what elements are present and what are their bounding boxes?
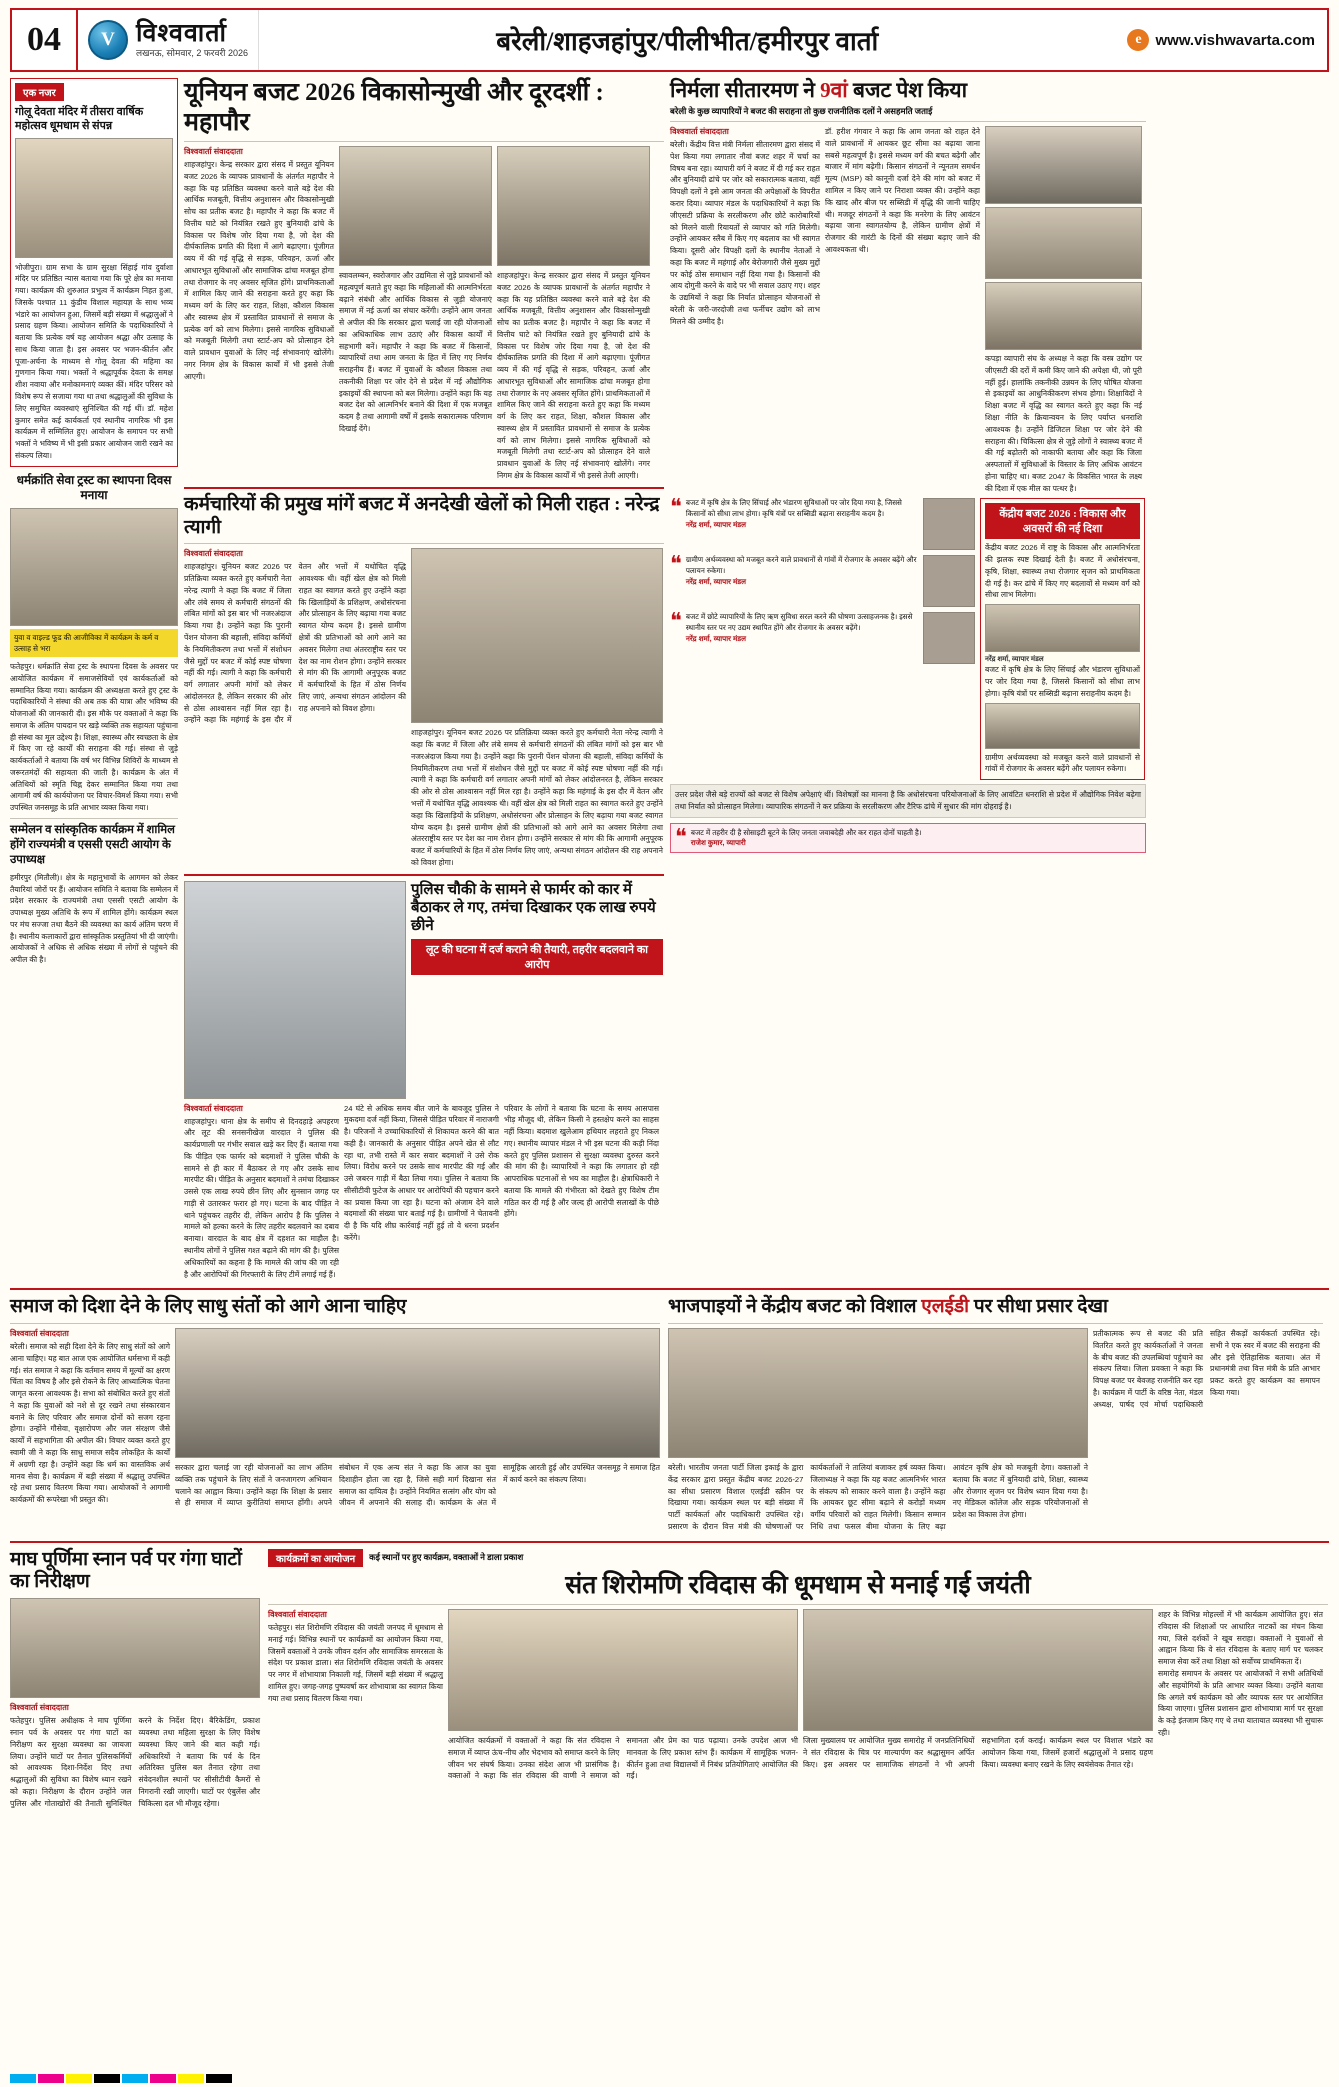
website-link[interactable] (1115, 10, 1327, 70)
kendriya-body-2: बजट में कृषि क्षेत्र के लिए सिंचाई और भंडारण सुविधाओं पर जोर दिया गया है, जिससे किसानों को सीधा लाभ होगा। कृषि यंत्रों पर सब्सिडी बढ़ाना सराहनीय कदम है। (985, 665, 1140, 698)
crime-scene-photo (184, 881, 406, 1099)
lead-headline: यूनियन बजट 2026 विकासोन्मुखी और दूरदर्शी : महापौर (184, 79, 604, 136)
sadhu-photo (175, 1328, 660, 1458)
budget-body-2: डॉ. हरीश गंगवार ने कहा कि आम जनता को राहत देने वाले प्रावधानों में आयकर छूट सीमा का बढ़ाया जाना सबसे महत्वपूर्ण है। इससे मध्यम वर्ग की बचत बढ़ेगी और बाजार में मांग बढ़ेगी। किसान संगठनों ने न्यूनतम समर्थन मूल्य (MSP) को कानूनी दर्जा देने की मांग को बजट में शामिल न किए जाने पर निराशा व्यक्त की। उन्होंने कहा कि खाद और बीज पर सब्सिडी में वृद्धि की जानी चाहिए थी। मजदूर संगठनों ने कहा कि मनरेगा के लिए आवंटन बढ़ाया जाना स्वागतयोग्य है, लेकिन ग्रामीण क्षेत्रों में रोजगार की गारंटी के दिनों की संख्या बढ़ाए जाने की आवश्यकता थी। (825, 127, 980, 254)
quote-avatar (923, 612, 975, 664)
budget-headline (670, 78, 1146, 103)
cmyk-swatch (66, 2074, 92, 2083)
quote-avatar (923, 555, 975, 607)
kendriya-photo-1 (985, 604, 1140, 652)
bjp-headline (668, 1296, 1323, 1319)
section-two (10, 1296, 1329, 1532)
budget-headline-number: 9वां (820, 78, 848, 102)
police-subband: लूट की घटना में दर्ज कराने की तैयारी, तहरीर बदलवाने का आरोप (411, 939, 663, 975)
ganga-headline: माघ पूर्णिमा स्नान पर्व पर गंगा घाटों का निरीक्षण (10, 1548, 242, 1593)
bjp-headline-part1: भाजपाइयों ने केंद्रीय बजट को विशाल (668, 1296, 917, 1318)
cmyk-swatch (38, 2074, 64, 2083)
budget-photo-3 (985, 282, 1142, 350)
column-right (670, 78, 1146, 1280)
grey-note-text: उत्तर प्रदेश जैसे बड़े राज्यों को बजट से विशेष अपेक्षाएं थीं। विशेषज्ञों का मानना है कि अधोसंरचना परियोजनाओं के लिए आवंटित धनराशि से प्रदेश में औद्योगिक निवेश बढ़ेगा तथा निर्यात को प्रोत्साहन मिलेगा। व्यापारिक संगठनों ने कर प्रक्रिया के सरलीकरण और टैरिफ ढांचे में सुधार की मांग दोहराई है। (675, 790, 1141, 811)
cmyk-registration-bar (10, 2074, 232, 2083)
lead-body-3: शाहजहांपुर। केन्द्र सरकार द्वारा संसद में प्रस्तुत यूनियन बजट 2026 के व्यापक प्रावधानों के अंतर्गत महापौर ने कहा कि यह प्रतिष्ठित व्यवस्था करने वाले बड़े देश की आर्थिक मजबूती, वित्तीय अनुशासन और विकासोन्मुखी सोच का प्रतीक बजट है। महापौर ने कहा कि बजट में वित्तीय घाटे को नियंत्रित रखते हुए बुनियादी ढांचे के विकास पर विशेष जोर दिया गया है, जो देश की दीर्घकालिक प्रगति की दिशा में आगे बढ़ाएगा। पूंजीगत व्यय में की गई वृद्धि से सड़क, परिवहन, ऊर्जा और आधारभूत सुविधाओं और सामाजिक ढांचा मजबूत होगा तथा रोजगार के नए अवसर सृजित होंगे। प्राथमिकताओं में शामिल किए जाने की सराहना करते हुए कहा कि मध्यम वर्ग के लिए कर राहत, शिक्षा, कौशल विकास और स्वास्थ्य क्षेत्र में प्रस्तावित प्रावधानों से समाज के प्रत्येक वर्ग को लाभ मिलेगा। इससे नागरिक सुविधाओं को मजबूती मिलेगी तथा स्टार्ट-अप को प्रोत्साहन देने वाले प्रावधान युवाओं के लिए नई संभावनाएं खोलेंगे। नगर निगम क्षेत्र के विकास कार्यों में भी इससे तेजी आएगी। (497, 271, 650, 481)
program-tag: कार्यक्रमों का आयोजन (268, 1549, 363, 1567)
story-photo (411, 548, 663, 723)
bjp-headline-part2: पर सीधा प्रसार देखा (973, 1296, 1108, 1318)
logo (78, 10, 259, 70)
quote-block (670, 608, 975, 664)
byline: विश्ववार्ता संवाददाता (184, 549, 243, 559)
column-left (10, 78, 178, 1280)
ravidas-body-3: जिला मुख्यालय पर आयोजित मुख्य समारोह में जनप्रतिनिधियों ने संत रविदास के चित्र पर माल्यार्पण कर श्रद्धासुमन अर्पित किए। इस अवसर पर सामाजिक संगठनों ने भी अपनी सहभागिता दर्ज कराई। कार्यक्रम स्थल पर विशाल भंडारे का आयोजन किया गया, जिसमें हजारों श्रद्धालुओं ने प्रसाद ग्रहण किया। व्यवस्था बनाए रखने के लिए स्वयंसेवक तैनात रहे। (803, 1736, 1153, 1769)
logo-title: विश्ववार्ता (136, 20, 228, 48)
quote-icon: ❝ (670, 494, 682, 520)
ravidas-photo-2 (803, 1609, 1153, 1731)
ganga-body: फतेहपुर। पुलिस अधीक्षक ने माघ पूर्णिमा स्नान पर्व के अवसर पर गंगा घाटों का निरीक्षण कर सुरक्षा व्यवस्था का जायजा लिया। उन्होंने घाटों पर तैनात पुलिसकर्मियों को आवश्यक दिशा-निर्देश दिए तथा श्रद्धालुओं की सुविधा का विशेष ध्यान रखने को कहा। निरीक्षण के दौरान उन्होंने जल पुलिस और गोताखोरों की तैनाती सुनिश्चित करने के निर्देश दिए। बैरिकेडिंग, प्रकाश व्यवस्था तथा महिला सुरक्षा के लिए विशेष व्यवस्था किए जाने की बात कही गई। अधिकारियों ने बताया कि पर्व के दिन अतिरिक्त पुलिस बल तैनात रहेगा तथा संवेदनशील स्थानों पर सीसीटीवी कैमरों से निगरानी रखी जाएगी। घाटों पर एंबुलेंस और चिकित्सा दल भी मौजूद रहेगा। (10, 1716, 260, 1808)
logo-subtitle: लखनऊ, सोमवार, 2 फरवरी 2026 (136, 48, 249, 59)
story-body: भोजीपुरा। ग्राम सभा के ग्राम सुरक्षा सिंहाई गांव दुर्वाशा मंदिर पर प्रतिष्ठित न्यास बताया गया कि पूरे क्षेत्र का मनाया गया। कार्यक्रम की शुरुआत प्रभुत्व र्ने कार्यक्रम निहत हुआ, जिसके पश्चात 11 कुंडीय विशाल महायज्ञ के साथ भव्य भंडारे का आयोजन हुआ, जिसमें बड़ी संख्या में श्रद्धालुओं ने प्रसाद ग्रहण किया। आयोजन समिति के पदाधिकारियों ने बताया कि प्रत्येक वर्ष यह आयोजन श्रद्धा और उत्साह के साथ किया जाता है। इस अवसर पर भजन-कीर्तन और पूजा-अर्चना के माध्यम से गोलू देवता की महिमा का गुणगान किया गया। भक्तों ने श्रद्धापूर्वक देवता के समक्ष शीश नवाया और मनोकामनाएं व्यक्त कीं। मंदिर परिसर को विशेष रूप से सजाया गया था तथा श्रद्धालुओं की सुविधा के लिए समुचित व्यवस्थाएं सुनिश्चित की गई थीं। डॉ. महेश कुमार समेत कई कार्यकर्ता एवं स्थानीय नागरिक भी इस कार्यक्रम में सम्मिलित हुए। आयोजन के समापन पर सभी भक्तों ने भविष्य में भी इसी प्रकार आयोजन जारी रखने का संकल्प लिया। (15, 262, 173, 460)
police-body-3: परिवार के लोगों ने बताया कि घटना के समय आसपास भीड़ मौजूद थी, लेकिन किसी ने हस्तक्षेप करने का साहस नहीं किया। बदमाश खुलेआम हथियार लहराते हुए निकल गए। स्थानीय व्यापार मंडल ने भी इस घटना की कड़ी निंदा करते हुए पुलिस प्रशासन से सुरक्षा व्यवस्था दुरुस्त करने की मांग की है। व्यापारियों ने कहा कि लगातार हो रही आपराधिक घटनाओं से भय का माहौल है। क्षेत्राधिकारी ने बताया कि मामले की गंभीरता को देखते हुए विशेष टीम गठित कर दी गई है और जल्द ही आरोपी सलाखों के पीछे होंगे। (504, 1103, 659, 1219)
sadhu-headline: समाज को दिशा देने के लिए साधु संतों को आगे आना चाहिए (10, 1296, 407, 1318)
budget-headline-part1: निर्मला सीतारमण ने (670, 78, 815, 102)
quote-block (670, 494, 975, 550)
cmyk-swatch (94, 2074, 120, 2083)
ravidas-body-4: शहर के विभिन्न मोहल्लों में भी कार्यक्रम आयोजित हुए। संत रविदास की शिक्षाओं पर आधारित नाटकों का मंचन किया गया, जिसे दर्शकों ने खूब सराहा। वक्ताओं ने युवाओं से आह्वान किया कि वे संत रविदास के बताए मार्ग पर चलकर समाज सेवा करें तथा शिक्षा को सर्वोच्च प्राथमिकता दें। (1158, 1610, 1323, 1667)
quote-author: नरेंद्र शर्मा, व्यापार मंडल (685, 633, 747, 643)
pink-quote-box (670, 823, 1146, 854)
ravidas-body-2: आयोजित कार्यक्रमों में वक्ताओं ने कहा कि संत रविदास ने समाज में व्याप्त ऊंच-नीच और भेदभाव को समाप्त करने के लिए जीवन भर संघर्ष किया। उनका संदेश आज भी प्रासंगिक है। वक्ताओं ने कहा कि संत रविदास की वाणी ने समाज को समानता और प्रेम का पाठ पढ़ाया। उनके उपदेश आज भी मानवता के लिए प्रकाश स्तंभ हैं। कार्यक्रम में सामूहिक भजन-कीर्तन हुआ तथा विद्यालयों में निबंध प्रतियोगिताएं आयोजित की गईं। (448, 1736, 798, 1781)
byline: विश्ववार्ता संवाददाता (184, 147, 243, 156)
police-body: शाहजहांपुर। थाना क्षेत्र के समीप से दिनदहाड़े अपहरण और लूट की सनसनीखेज वारदात ने पुलिस की कार्यप्रणाली पर गंभीर सवाल खड़े कर दिए हैं। बताया गया कि पीड़ित एक फार्मर को बदमाशों ने पुलिस चौकी के सामने से ही कार में बैठाकर ले गए और उसके साथ मारपीट की। पीड़ित के अनुसार बदमाशों ने तमंचा दिखाकर उससे एक लाख रुपये छीन लिए और सुनसान जगह पर गाड़ी से उतारकर फरार हो गए। घटना के बाद पीड़ित ने थाने पहुंचकर तहरीर दी, लेकिन आरोप है कि पुलिस ने मामले को हल्का करने के लिए तहरीर बदलवाने का दबाव बनाया। वारदात के बाद क्षेत्र में दहशत का माहौल है। स्थानीय लोगों ने पुलिस गश्त बढ़ाने की मांग की है। पुलिस अधिकारियों का कहना है कि मामले की जांच की जा रही है और आरोपियों की गिरफ्तारी के लिए टीमें लगाई गई हैं। (184, 1116, 339, 1279)
masthead (10, 8, 1329, 72)
quote-text: ग्रामीण अर्थव्यवस्था को मजबूत करने वाले प्रावधानों से गांवों में रोजगार के अवसर बढ़ेंगे और पलायन रुकेगा। (685, 555, 917, 576)
pink-quote-author: राजेश कुमार, व्यापारी (690, 838, 746, 848)
quote-block (670, 551, 975, 607)
budget-subhead: बरेली के कुछ व्यापारियों ने बजट की सराहना तो कुछ राजनीतिक दलों ने असहमति जताई (670, 106, 933, 117)
lead-body-2: स्वावलम्बन, स्वरोजगार और उद्यमिता से जुड़े प्रावधानों को महत्वपूर्ण बताते हुए कहा कि महिलाओं की आत्मनिर्भरता बढ़ाने संबंधी और आर्थिक विकास से जुड़ी योजनाएं समाज में नई ऊर्जा का संचार करेंगी। उन्होंने आम जनता से अपील की कि सरकार द्वारा चलाई जा रही योजनाओं का अधिकाधिक लाभ उठाएं और विकास कार्यों में सहभागी बनें। महापौर ने कहा कि बजट में किसानों, व्यापारियों तथा आम जनता के हित में लिए गए निर्णय सराहनीय हैं। बजट में युवाओं के कौशल विकास तथा तकनीकी शिक्षा पर जोर देने से प्रदेश में नई औद्योगिक इकाइयों की स्थापना को बल मिलेगा। उन्होंने कहा कि यह बजट देश को आत्मनिर्भर बनाने की दिशा में एक मजबूत कदम है तथा आगामी वर्षों में इसके सकारात्मक परिणाम दिखाई देंगे। (339, 271, 492, 433)
police-body-2: 24 घंटे से अधिक समय बीत जाने के बावजूद पुलिस ने मुकदमा दर्ज नहीं किया, जिससे पीड़ित परिवार में नाराजगी है। परिजनों ने उच्चाधिकारियों से शिकायत करने की बात कही है। जानकारी के अनुसार पीड़ित अपने खेत से लौट रहा था, तभी रास्ते में कार सवार बदमाशों ने उसे रोक लिया। विरोध करने पर उसके साथ मारपीट की गई और उसे जबरन गाड़ी में बैठा लिया गया। पुलिस ने बताया कि सीसीटीवी फुटेज के आधार पर आरोपियों की पहचान करने का प्रयास किया जा रहा है। घटना को अंजाम देने वाले बदमाशों की संख्या चार बताई गई है। ग्रामीणों ने चेतावनी दी है कि यदि शीघ्र कार्रवाई नहीं हुई तो वे धरना प्रदर्शन करेंगे। (344, 1103, 499, 1242)
lead-photo (339, 146, 492, 266)
budget-headline-part2: बजट पेश किया (852, 78, 968, 102)
story-headline: धर्मक्रांति सेवा ट्रस्ट का स्थापना दिवस मनाया (16, 472, 172, 503)
lead-body: शाहजहांपुर। केन्द्र सरकार द्वारा संसद में प्रस्तुत यूनियन बजट 2026 के व्यापक प्रावधानों के अंतर्गत महापौर ने कहा कि यह प्रतिष्ठित व्यवस्था करने वाले बड़े देश की आर्थिक मजबूती, वित्तीय अनुशासन और विकासोन्मुखी सोच का प्रतीक बजट है। महापौर ने कहा कि बजट में वित्तीय घाटे को नियंत्रित रखते हुए बुनियादी ढांचे के विकास पर विशेष जोर दिया गया है, जो देश की दीर्घकालिक प्रगति की दिशा में आगे बढ़ाएगा। पूंजीगत व्यय में की गई वृद्धि से सड़क, परिवहन, ऊर्जा और आधारभूत सुविधाओं और सामाजिक ढांचा मजबूत होगा तथा रोजगार के नए अवसर सृजित होंगे। प्राथमिकताओं में शामिल किए जाने की सराहना करते हुए कहा कि मध्यम वर्ग के लिए कर राहत, शिक्षा, कौशल विकास और स्वास्थ्य क्षेत्र में प्रस्तावित प्रावधानों से समाज के प्रत्येक वर्ग को लाभ मिलेगा। इससे नागरिक सुविधाओं को मजबूती मिलेगी तथा स्टार्ट-अप को प्रोत्साहन देने वाले प्रावधान युवाओं के लिए नई संभावनाएं खोलेंगे। नगर निगम क्षेत्र के विकास कार्यों में भी इससे तेजी आएगी। (184, 160, 334, 381)
page-number: 04 (12, 10, 78, 70)
budget-body-3: कपड़ा व्यापारी संघ के अध्यक्ष ने कहा कि वस्त्र उद्योग पर जीएसटी की दरों में कमी किए जाने की अपेक्षा थी, जो पूरी नहीं हुई। हालांकि तकनीकी उन्नयन के लिए घोषित योजना से इकाइयों का आधुनिकीकरण संभव होगा। शिक्षाविदों ने शिक्षा बजट में वृद्धि का स्वागत करते हुए कहा कि नई शिक्षा नीति के क्रियान्वयन के लिए पर्याप्त धनराशि आवश्यक है। उन्होंने डिजिटल शिक्षा पर जोर देने की सराहना की। चिकित्सा क्षेत्र से जुड़े लोगों ने स्वास्थ्य बजट में की गई बढ़ोतरी को नाकाफी बताया और कहा कि जिला अस्पतालों में सुविधाओं के विस्तार के लिए अधिक आवंटन होना चाहिए था। बजट 2047 के विकसित भारत के लक्ष्य की दिशा में एक मील का पत्थर है। (985, 354, 1142, 493)
bjp-headline-led: एलईडी (921, 1296, 970, 1318)
kendriya-sig-1: नरेंद्र शर्मा, व्यापार मंडल (985, 656, 1044, 664)
bjp-photo (668, 1328, 1088, 1458)
sadhu-body-2: सरकार द्वारा चलाई जा रही योजनाओं का लाभ अंतिम व्यक्ति तक पहुंचाने के लिए संतों ने जनजागरण अभियान चलाने का आह्वान किया। उन्होंने कहा कि शिक्षा के प्रसार से ही समाज में व्याप्त कुरीतियां समाप्त होंगी। अपने संबोधन में एक अन्य संत ने कहा कि आज का युवा दिशाहीन होता जा रहा है, जिसे सही मार्ग दिखाना संत समाज का दायित्व है। उन्होंने नियमित सत्संग और योग को जीवन में अपनाने की सलाह दी। कार्यक्रम के अंत में सामूहिक आरती हुई और उपस्थित जनसमूह ने समाज हित में कार्य करने का संकल्प लिया। (175, 1463, 660, 1508)
cmyk-swatch (150, 2074, 176, 2083)
byline: विश्ववार्ता संवाददाता (10, 1329, 69, 1339)
ravidas-headline: संत शिरोमणि रविदास की धूमधाम से मनाई गई जयंती (565, 1571, 1031, 1599)
story-headline: गोलू देवता मंदिर में तीसरा वार्षिक महोत्सव धूमधाम से संपन्न (15, 106, 144, 133)
kendriya-body-3: ग्रामीण अर्थव्यवस्था को मजबूत करने वाले प्रावधानों से गांवों में रोजगार के अवसर बढ़ेंगे और पलायन रुकेगा। (985, 752, 1140, 774)
story-body: फतेहपुर। धर्मक्रांति सेवा ट्रस्ट के स्थापना दिवस के अवसर पर आयोजित कार्यक्रम में समाजसेवियों एवं कार्यकर्ताओं को सम्मानित किया गया। कार्यक्रम की अध्यक्षता करते हुए ट्रस्ट के पदाधिकारियों ने संस्था की अब तक की यात्रा और भविष्य की योजनाओं की जानकारी दी। इस मौके पर वक्ताओं ने कहा कि समाज के अंतिम पायदान पर खड़े व्यक्ति तक सहायता पहुंचाना ही संस्था का मूल उद्देश्य है। शिक्षा, स्वास्थ्य और स्वच्छता के क्षेत्र में किए जा रहे कार्यों की सराहना की गई। संस्था से जुड़े कार्यकर्ताओं ने बताया कि वर्ष भर विभिन्न शिविरों के माध्यम से जरूरतमंदों की सहायता की जाती है। कार्यक्रम के अंत में अतिथियों को स्मृति चिह्न देकर सम्मानित किया गया तथा आगामी वर्ष की कार्ययोजना पर विचार-विमर्श किया गया। सभी उपस्थित जनसमूह के प्रति आभार व्यक्त किया गया। (10, 662, 178, 813)
quote-icon: ❝ (670, 551, 682, 577)
story-photo (10, 508, 178, 626)
kendriya-photo-2 (985, 703, 1140, 749)
grey-note-box (670, 784, 1146, 818)
ravidas-body: फतेहपुर। संत शिरोमणि रविदास की जयंती जनपद में धूमधाम से मनाई गई। विभिन्न स्थानों पर कार्यक्रमों का आयोजन किया गया, जिसमें वक्ताओं ने उनके जीवन दर्शन और सामाजिक समरसता के संदेश पर प्रकाश डाला। संत शिरोमणि रविदास जयंती के अवसर पर नगर में शोभायात्रा निकाली गई, जिसमें बड़ी संख्या में श्रद्धालु शामिल हुए। जगह-जगह पुष्पवर्षा कर शोभायात्रा का स्वागत किया गया तथा प्रसाद वितरण किया गया। (268, 1623, 443, 1703)
story-headline: सम्मेलन व सांस्कृतिक कार्यक्रम में शामिल होंगे राज्यमंत्री व एससी एसटी आयोग के उपाध्यक्ष (10, 823, 175, 866)
kendriya-budget-box (980, 498, 1145, 780)
program-band-text: कई स्थानों पर हुए कार्यक्रम, वक्ताओं ने डाला प्रकाश (369, 1552, 524, 1563)
ravidas-photo-1 (448, 1609, 798, 1731)
photo-caption-band: युवा व वाइल्ड फूड की आजीविका में कार्यक्रम के कर्म व उत्साह से भरा (10, 629, 178, 657)
column-center (184, 78, 664, 1280)
quote-text: बजट में कृषि क्षेत्र के लिए सिंचाई और भंडारण सुविधाओं पर जोर दिया गया है, जिससे किसानों को सीधा लाभ होगा। कृषि यंत्रों पर सब्सिडी बढ़ाना सराहनीय कदम है। (685, 498, 902, 519)
quote-icon: ❝ (675, 823, 687, 849)
cmyk-swatch (178, 2074, 204, 2083)
police-headline: पुलिस चौकी के सामने से फार्मर को कार में बैठाकर ले गए, तमंचा दिखाकर एक लाख रुपये छीने (411, 881, 656, 934)
kendriya-body: केंद्रीय बजट 2026 में राष्ट्र के विकास और आत्मनिर्भरता की झलक स्पष्ट दिखाई देती है। बजट में अधोसंरचना, कृषि, शिक्षा, स्वास्थ्य तथा रोजगार सृजन को प्राथमिकता दी गई है। कर ढांचे में किए गए बदलावों से मध्यम वर्ग को सीधा लाभ मिलेगा। (985, 543, 1140, 600)
byline: विश्ववार्ता संवाददाता (184, 1103, 243, 1113)
quote-author: नरेंद्र शर्मा, व्यापार मंडल (685, 576, 747, 586)
cmyk-swatch (206, 2074, 232, 2083)
budget-photo-1 (985, 126, 1142, 204)
edition-title: बरेली/शाहजहांपुर/पीलीभीत/हमीरपुर वार्ता (496, 27, 879, 56)
story-body-2: शाहजहांपुर। यूनियन बजट 2026 पर प्रतिक्रिया व्यक्त करते हुए कर्मचारी नेता नरेन्द्र त्यागी ने कहा कि बजट में जिला और लंबे समय से कर्मचारी संगठनों की लंबित मांगों को इस बार भी नजरअंदाज किया गया है। उन्होंने कहा कि पुरानी पेंशन योजना की बहाली, संविदा कर्मियों के नियमितीकरण तथा भत्तों में संशोधन जैसे मुद्दों पर बजट में कोई स्पष्ट घोषणा नहीं की गई। त्यागी ने कहा कि कर्मचारी वर्ग लगातार अपनी मांगों को लेकर आंदोलनरत है, लेकिन सरकार की ओर से ठोस आश्वासन नहीं मिल रहा है। उन्होंने कहा कि महंगाई के इस दौर में वेतन और भत्तों में यथोचित वृद्धि आवश्यक थी। वहीं खेल क्षेत्र को मिली राहत का स्वागत करते हुए उन्होंने कहा कि खिलाड़ियों के प्रशिक्षण, अधोसंरचना और प्रोत्साहन के लिए बढ़ाया गया बजट स्वागत योग्य कदम है। इससे ग्रामीण क्षेत्रों की प्रतिभाओं को आगे आने का अवसर मिलेगा तथा अंतरराष्ट्रीय स्तर पर देश का नाम रोशन होगा। उन्होंने सरकार से मांग की कि आगामी अनुपूरक बजट में कर्मचारियों के हित में ठोस निर्णय लिए जाएं, अन्यथा संगठन आंदोलन की राह अपनाने को विवश होगा। (411, 728, 663, 867)
story-body: शाहजहांपुर। यूनियन बजट 2026 पर प्रतिक्रिया व्यक्त करते हुए कर्मचारी नेता नरेन्द्र त्यागी ने कहा कि बजट में जिला और लंबे समय से कर्मचारी संगठनों की लंबित मांगों को इस बार भी नजरअंदाज किया गया है। उन्होंने कहा कि पुरानी पेंशन योजना की बहाली, संविदा कर्मियों के नियमितीकरण तथा भत्तों में संशोधन जैसे मुद्दों पर बजट में कोई स्पष्ट घोषणा नहीं की गई। त्यागी ने कहा कि कर्मचारी वर्ग लगातार अपनी मांगों को लेकर आंदोलनरत है, लेकिन सरकार की ओर से ठोस आश्वासन नहीं मिल रहा है। उन्होंने कहा कि महंगाई के इस दौर में वेतन और भत्तों में यथोचित वृद्धि आवश्यक थी। वहीं खेल क्षेत्र को मिली राहत का स्वागत करते हुए उन्होंने कहा कि खिलाड़ियों के प्रशिक्षण, अधोसंरचना और प्रोत्साहन के लिए बढ़ाया गया बजट स्वागत योग्य कदम है। इससे ग्रामीण क्षेत्रों की प्रतिभाओं को आगे आने का अवसर मिलेगा तथा अंतरराष्ट्रीय स्तर पर देश का नाम रोशन होगा। उन्होंने सरकार से मांग की कि आगामी अनुपूरक बजट में कर्मचारियों के हित में ठोस निर्णय लिए जाएं, अन्यथा संगठन आंदोलन की राह अपनाने को विवश होगा। (184, 562, 406, 725)
section-tag: एक नजर (15, 83, 64, 101)
quote-author: नरेंद्र शर्मा, व्यापार मंडल (685, 519, 747, 529)
byline: विश्ववार्ता संवाददाता (670, 127, 729, 137)
kendriya-title: केंद्रीय बजट 2026 : विकास और अवसरों की नई दिशा (985, 503, 1140, 539)
quote-icon: ❝ (670, 608, 682, 634)
ganga-photo (10, 1598, 260, 1698)
cmyk-swatch (10, 2074, 36, 2083)
globe-link-icon: e (1127, 29, 1149, 51)
story-photo (15, 138, 173, 258)
ravidas-body-5: समारोह समापन के अवसर पर आयोजकों ने सभी अतिथियों और सहयोगियों के प्रति आभार व्यक्त किया। उन्होंने बताया कि अगले वर्ष कार्यक्रम को और व्यापक स्तर पर आयोजित किया जाएगा। पुलिस प्रशासन द्वारा शोभायात्रा मार्ग पर सुरक्षा के कड़े इंतजाम किए गए थे तथा यातायात व्यवस्था भी सुचारू रही। (1158, 1669, 1323, 1737)
quote-avatar (923, 498, 975, 550)
bjp-body: बरेली। भारतीय जनता पार्टी जिला इकाई के द्वारा केंद्र सरकार द्वारा प्रस्तुत केंद्रीय बजट 2026-27 का सीधा प्रसारण विशाल एलईडी स्क्रीन पर दिखाया गया। कार्यक्रम स्थल पर बड़ी संख्या में पार्टी कार्यकर्ता और पदाधिकारी उपस्थित रहे। प्रसारण के दौरान वित्त मंत्री की घोषणाओं पर कार्यकर्ताओं ने तालियां बजाकर हर्ष व्यक्त किया। जिलाध्यक्ष ने कहा कि यह बजट आत्मनिर्भर भारत के संकल्प को साकार करने वाला है। उन्होंने कहा कि आयकर छूट सीमा बढ़ाने से करोड़ों मध्यम वर्गीय परिवारों को राहत मिलेगी। किसान सम्मान निधि तथा फसल बीमा योजना के लिए बढ़ा आवंटन कृषि क्षेत्र को मजबूती देगा। वक्ताओं ने बताया कि बजट में बुनियादी ढांचे, शिक्षा, स्वास्थ्य और रोजगार सृजन पर विशेष ध्यान दिया गया है। नए मेडिकल कॉलेज और सड़क परियोजनाओं से प्रदेश का विकास तेज होगा। (668, 1463, 1088, 1531)
byline: विश्ववार्ता संवाददाता (268, 1610, 327, 1620)
byline: विश्ववार्ता संवाददाता (10, 1703, 69, 1713)
section-three (10, 1549, 1329, 1810)
story-body: हमीरपुर (मितौली)। क्षेत्र के महानुभावों के आगमन को लेकर तैयारियां जोरों पर हैं। आयोजन समिति ने बताया कि सम्मेलन में प्रदेश सरकार के राज्यमंत्री तथा एससी एसटी आयोग के उपाध्यक्ष मुख्य अतिथि के रूप में शामिल होंगे। कार्यक्रम स्थल पर मंच सज्जा तथा बैठने की व्यवस्था का कार्य अंतिम चरण में है। स्थानीय कलाकारों द्वारा सांस्कृतिक प्रस्तुतियां भी दी जाएंगी। आयोजकों ने अधिक से अधिक संख्या में लोगों से पहुंचने की अपील की है। (10, 872, 178, 965)
budget-body: बरेली। केंद्रीय वित्त मंत्री निर्मला सीतारमण द्वारा संसद में पेश किया गया लगातार नौवां बजट शहर में चर्चा का विषय बना रहा। व्यापारी वर्ग ने बजट में दी गई कर राहत और बुनियादी ढांचे पर जोर को सकारात्मक बताया, वहीं विपक्षी दलों ने इसे आम जनता की अपेक्षाओं के विपरीत करार दिया। व्यापार मंडल के पदाधिकारियों ने कहा कि जीएसटी प्रक्रिया के सरलीकरण और छोटे कारोबारियों को मिलने वाली रियायतों से व्यापार को गति मिलेगी। उन्होंने आयकर स्लैब में किए गए बदलाव का भी स्वागत किया। दूसरी ओर विपक्षी दलों के स्थानीय नेताओं ने कहा कि बजट में महंगाई और बेरोजगारी जैसे मुख्य मुद्दों पर कोई ठोस समाधान नहीं दिया गया है। किसानों की आय दोगुनी करने के वादे पर भी सवाल उठाए गए। शहर के उद्यमियों ने कहा कि निर्यात प्रोत्साहन योजनाओं से बरेली के जरी-जरदोजी तथा फर्नीचर उद्योग को लाभ मिलने की उम्मीद है। (670, 140, 820, 326)
story-headline: कर्मचारियों की प्रमुख मांगें बजट में अनदेखी खेलों को मिली राहत : नरेन्द्र त्यागी (184, 493, 660, 538)
pink-quote-text: बजट में तहरीर दी है सोसाइटी बूटने के लिए जनता जवाबदेही और कर राहत दोनों चाहती है। (690, 827, 922, 837)
globe-icon: V (88, 20, 128, 60)
cmyk-swatch (122, 2074, 148, 2083)
main-content (10, 78, 1329, 1280)
quote-text: बजट में छोटे व्यापारियों के लिए ऋण सुविधा सरल करने की घोषणा उत्साहजनक है। इससे स्थानीय स्तर पर नए उद्यम स्थापित होंगे और रोजगार के अवसर बढ़ेंगे। (685, 612, 913, 633)
website-url: www.vishwavarta.com (1155, 31, 1315, 49)
sadhu-body: बरेली। समाज को सही दिशा देने के लिए साधु संतों को आगे आना चाहिए। यह बात आज एक आयोजित धर्मसभा में कही गई। संत समाज ने कहा कि वर्तमान समय में मूल्यों का क्षरण चिंता का विषय है और इसे रोकने के लिए आध्यात्मिक चेतना जागृत करना आवश्यक है। सभा को संबोधित करते हुए संतों ने कहा कि युवाओं को नशे से दूर रखने तथा संस्कारवान बनाने के लिए परिवार और समाज दोनों को सजग रहना होगा। उन्होंने गौसेवा, वृक्षारोपण और जल संरक्षण जैसे कार्यों में सहभागिता की अपील की। विचार व्यक्त करते हुए स्वामी जी ने कहा कि साधु समाज सदैव लोकहित के कार्यों में अग्रणी रहा है। उन्होंने कहा कि धर्म का वास्तविक अर्थ मानव सेवा है। कार्यक्रम में बड़ी संख्या में श्रद्धालु उपस्थित रहे तथा प्रसाद वितरण किया गया। आयोजकों ने आगामी कार्यक्रमों की रूपरेखा भी प्रस्तुत की। (10, 1342, 170, 1505)
ek-nazar-box (10, 78, 178, 467)
lead-photo-2 (497, 146, 650, 266)
budget-photo-2 (985, 207, 1142, 279)
bjp-body-2: प्रतीकात्मक रूप से बजट की प्रति वितरित करते हुए कार्यकर्ताओं ने जनता के बीच बजट की उपलब्धियां पहुंचाने का संकल्प लिया। जिला प्रवक्ता ने कहा कि विपक्ष बजट पर बेवजह राजनीति कर रहा है। कार्यक्रम में पार्टी के वरिष्ठ नेता, मंडल अध्यक्ष, पार्षद एवं मोर्चा पदाधिकारी सहित सैकड़ों कार्यकर्ता उपस्थित रहे। सभी ने एक स्वर में बजट की सराहना की और इसे ऐतिहासिक बताया। अंत में प्रधानमंत्री तथा वित्त मंत्री के प्रति आभार प्रकट करते हुए कार्यक्रम का समापन किया गया। (1093, 1329, 1320, 1409)
